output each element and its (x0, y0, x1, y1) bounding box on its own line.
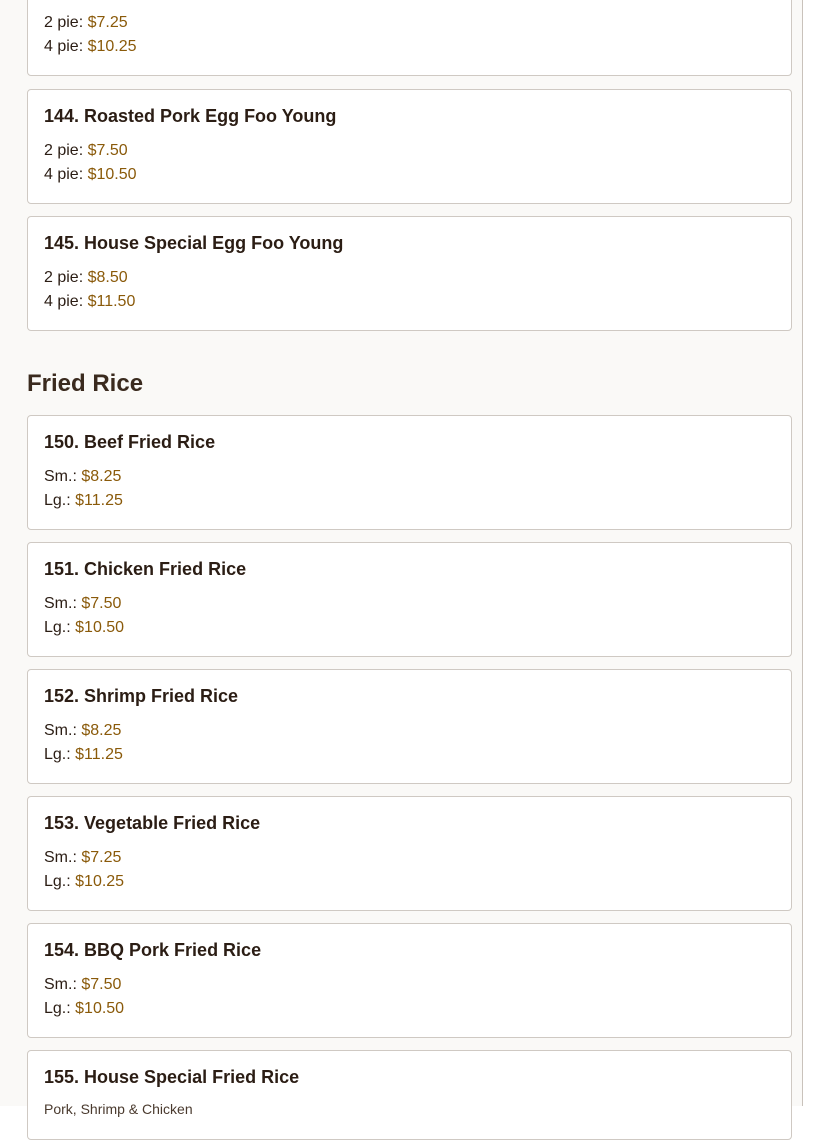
price-amount: $10.25 (75, 873, 125, 890)
menu-item-card[interactable] (27, 669, 792, 784)
price-line (44, 1000, 124, 1018)
price-amount: $7.25 (87, 14, 128, 31)
price-line (44, 976, 121, 994)
menu-item-description: Pork, Shrimp & Chicken (44, 1101, 193, 1117)
menu-item-card[interactable] (27, 216, 792, 331)
price-line (44, 468, 121, 486)
price-label: 4 pie: (44, 166, 84, 183)
price-label: Sm.: (44, 976, 77, 993)
price-label: Lg.: (44, 746, 71, 763)
price-label: 4 pie: (44, 293, 84, 310)
menu-item-title: 145. House Special Egg Foo Young (44, 233, 344, 253)
menu-item-title: 153. Vegetable Fried Rice (44, 813, 261, 833)
menu-item-title: 144. Roasted Pork Egg Foo Young (44, 106, 337, 126)
price-line (44, 619, 124, 637)
price-amount: $7.50 (81, 595, 122, 612)
section-heading-fried-rice: Fried Rice (27, 370, 144, 397)
menu-item-title: 155. House Special Fried Rice (44, 1067, 300, 1087)
price-line (44, 492, 123, 510)
price-label: Lg.: (44, 619, 71, 636)
price-label: 2 pie: (44, 14, 84, 31)
price-amount: $8.25 (81, 468, 122, 485)
price-line (44, 142, 128, 160)
price-line (44, 293, 135, 311)
price-amount: $10.50 (75, 619, 125, 636)
price-amount: $8.25 (81, 722, 122, 739)
price-label: 2 pie: (44, 142, 84, 159)
price-amount: $7.25 (81, 849, 122, 866)
price-amount: $10.50 (87, 166, 137, 183)
price-amount: $11.50 (87, 293, 136, 310)
menu-item-card[interactable] (27, 415, 792, 530)
menu-item-title: 152. Shrimp Fried Rice (44, 686, 239, 706)
price-line (44, 746, 123, 764)
price-amount: $10.25 (87, 38, 137, 55)
menu-item-title: 150. Beef Fried Rice (44, 432, 216, 452)
price-line (44, 166, 137, 184)
menu-item-title: 151. Chicken Fried Rice (44, 559, 247, 579)
price-label: Sm.: (44, 722, 77, 739)
price-amount: $11.25 (75, 492, 123, 509)
price-line (44, 873, 124, 891)
price-line (44, 269, 128, 287)
price-line (44, 595, 121, 613)
price-line (44, 14, 128, 32)
price-amount: $8.50 (87, 269, 128, 286)
menu-item-card[interactable] (27, 89, 792, 204)
price-label: Lg.: (44, 873, 71, 890)
menu-item-card[interactable] (27, 796, 792, 911)
menu-item-card[interactable] (27, 923, 792, 1038)
menu-item-card[interactable] (27, 1050, 792, 1140)
price-label: Lg.: (44, 492, 71, 509)
price-label: 2 pie: (44, 269, 84, 286)
menu-item-card[interactable] (27, 0, 792, 76)
price-label: Lg.: (44, 1000, 71, 1017)
price-amount: $7.50 (81, 976, 122, 993)
price-line (44, 849, 121, 867)
price-line (44, 722, 121, 740)
price-label: Sm.: (44, 468, 77, 485)
price-label: Sm.: (44, 849, 77, 866)
menu-item-title: 154. BBQ Pork Fried Rice (44, 940, 262, 960)
price-line (44, 38, 137, 56)
price-amount: $7.50 (87, 142, 128, 159)
price-amount: $10.50 (75, 1000, 125, 1017)
price-label: 4 pie: (44, 38, 84, 55)
menu-item-card[interactable] (27, 542, 792, 657)
price-label: Sm.: (44, 595, 77, 612)
price-amount: $11.25 (75, 746, 123, 763)
